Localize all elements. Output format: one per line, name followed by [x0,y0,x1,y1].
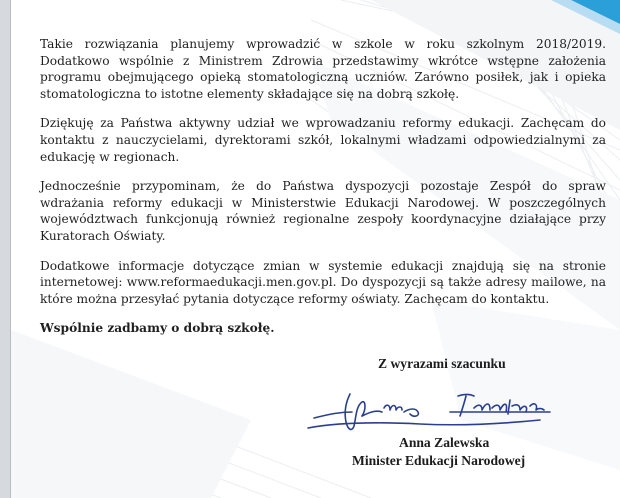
paragraph-3: Jednocześnie przypominam, że do Państwa dyspozycji pozostaje Zespół do spraw wdrażania reformy edukacji w Ministerstwie Edukacji Narodowej. W poszczególnych województwach funkcjonują również regionalne zespoły koordynacyjne działające przy Kuratorach Oświaty. [40,179,606,243]
handwritten-signature [300,382,570,438]
paragraph-1: Takie rozwiązania planujemy wprowadzić w szkole w roku szkolnym 2018/2019. Dodatkowo wspólnie z Ministrem Zdrowia przedstawimy wkrótce wstępne założenia programu obejmującego opieką stomatologiczną uczniów. Zarówno posiłek, jak i opieka stomatologiczna to istotne elementy składające się na dobrą szkołę. [40,37,606,101]
paragraph-4: Dodatkowe informacje dotyczące zmian w systemie edukacji znajdują się na stronie internetowej: www.reformaedukacji.men.gov.pl. Do dyspozycji są także adresy mailowe, na które można przesyłać pytania dotyczące reformy oświaty. Zachęcam do kontaktu. [40,258,606,306]
closing-line: Wspólnie zadbamy o dobrą szkołę. [40,321,275,336]
regards-text: Z wyrazami szacunku [378,356,506,371]
page-edge [0,0,11,498]
signer-title: Minister Edukacji Narodowej [352,453,526,468]
signer-name: Anna Zalewska [399,435,490,450]
paragraph-2: Dziękuję za Państwa aktywny udział we wprowadzaniu reformy edukacji. Zachęcam do kontaktu z nauczycielami, dyrektorami szkół, lokalnymi władzami odpowiedzialnymi za edukację w regionach. [40,116,606,164]
letter-body [40,36,606,350]
